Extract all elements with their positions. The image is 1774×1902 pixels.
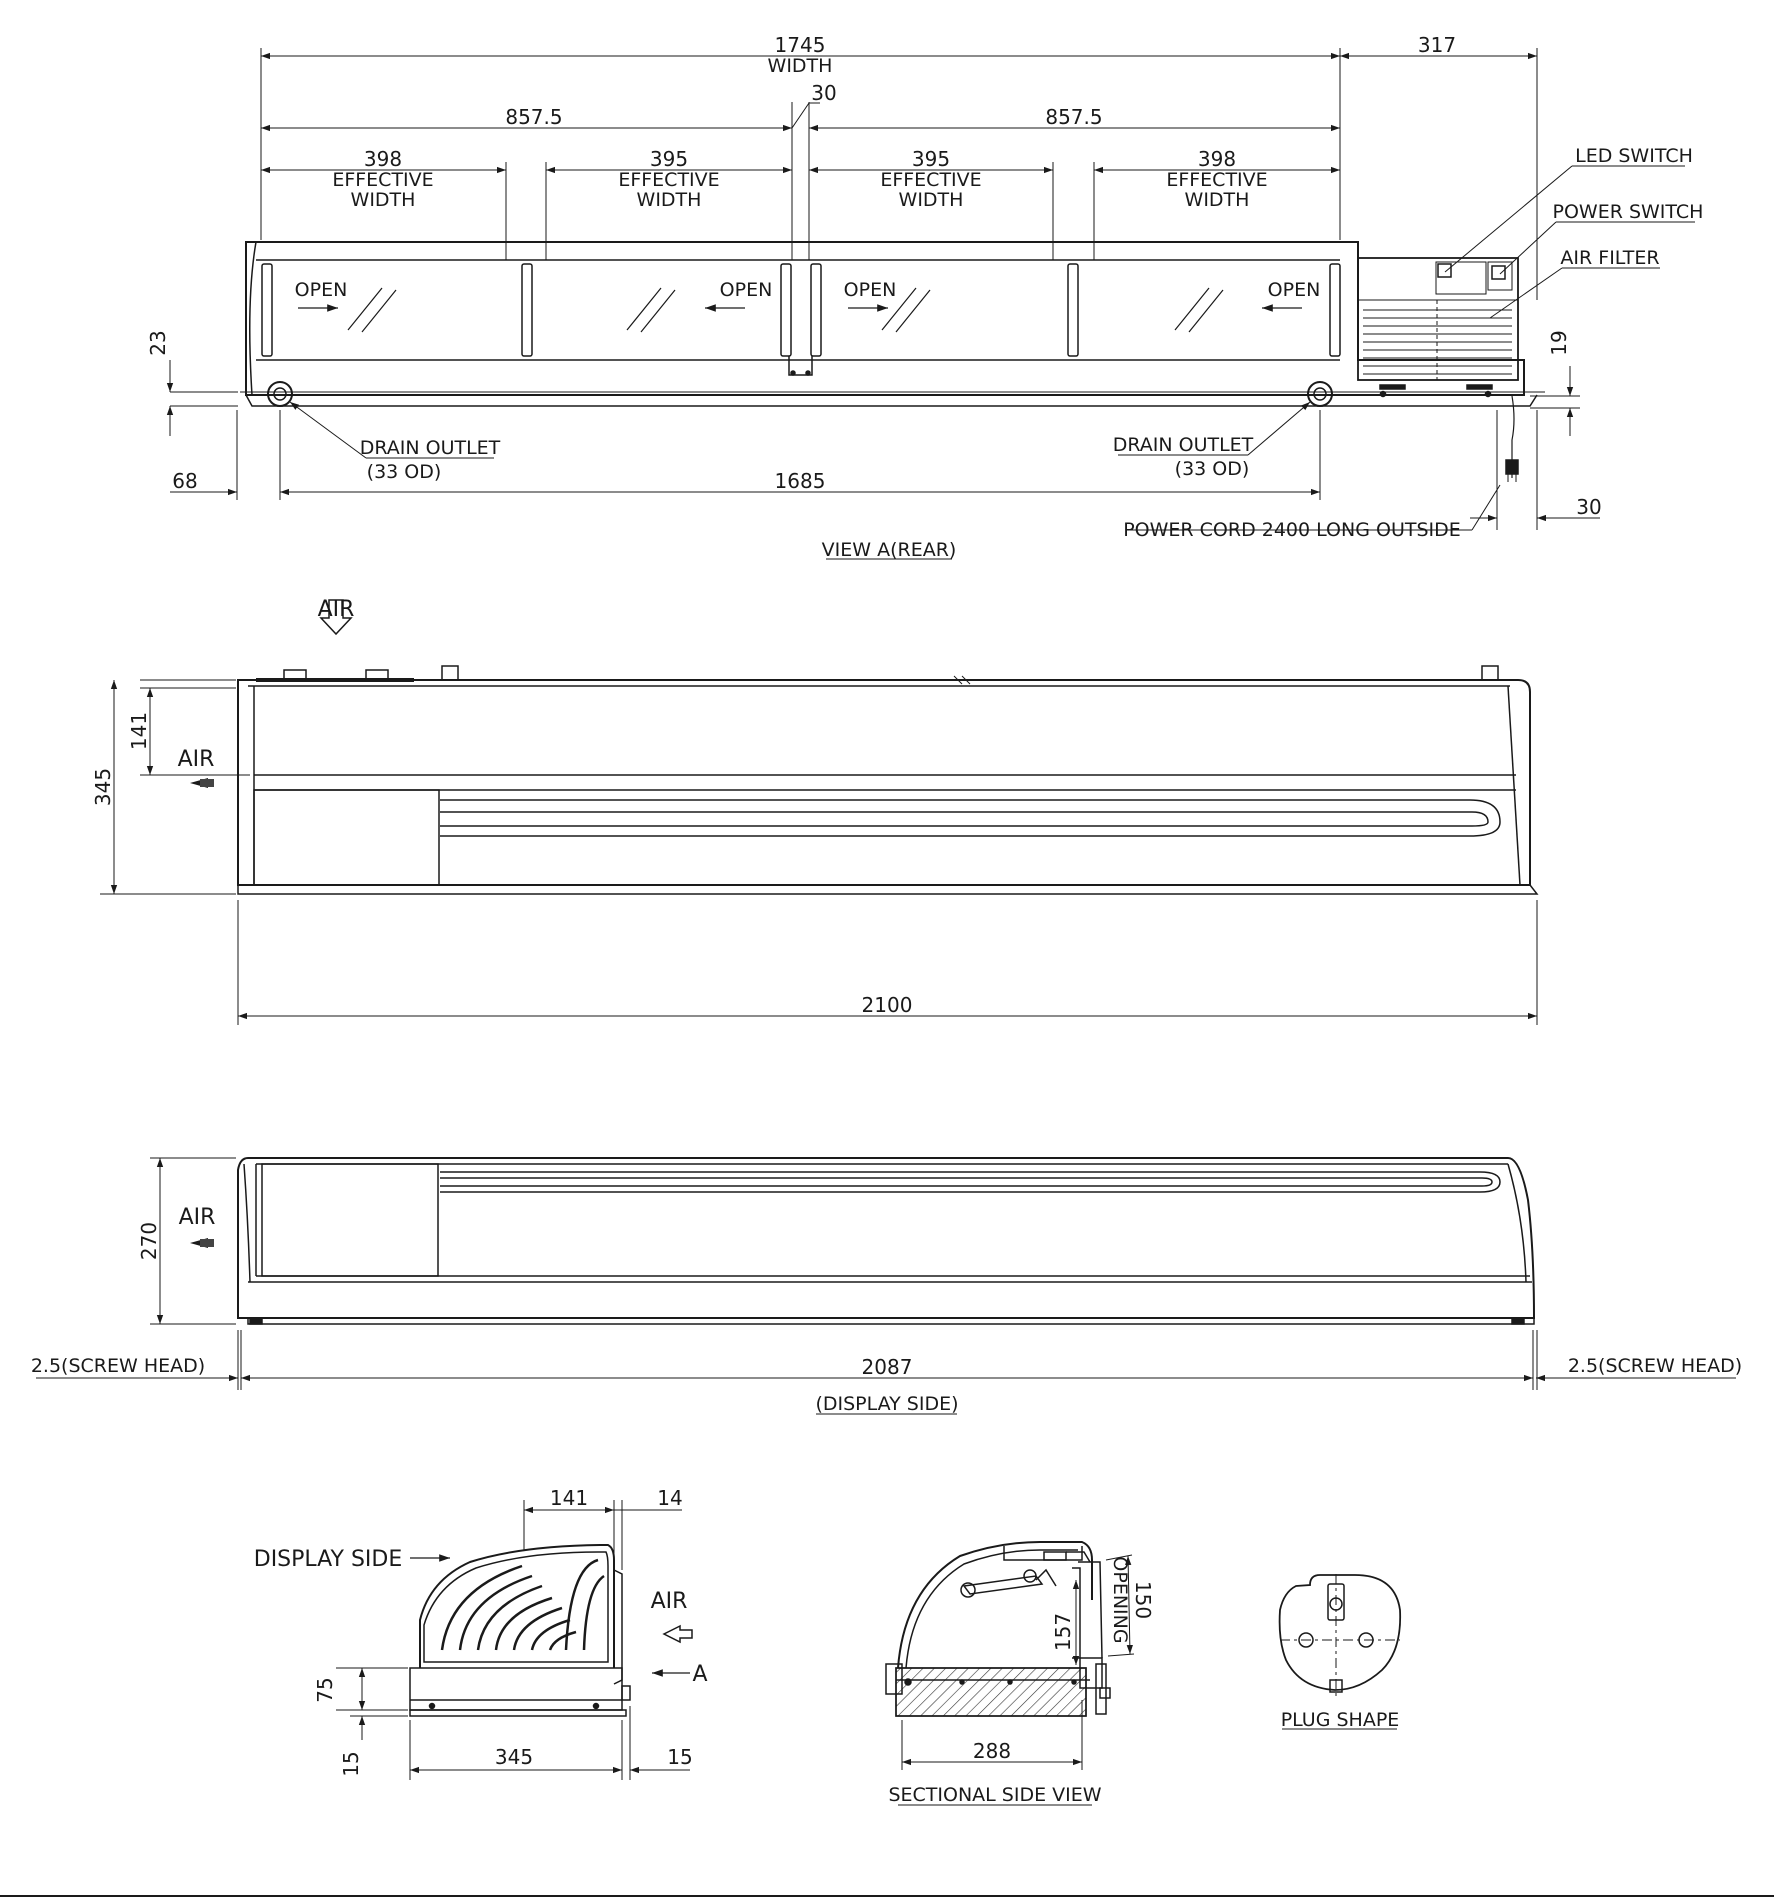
dim-68: 68 (172, 469, 198, 493)
top-view-air-top: AIR (317, 597, 355, 622)
section-dim-150: 150 (1131, 1580, 1155, 1620)
control-box-width: 317 (1417, 33, 1457, 57)
overall-width-value: 1745 (774, 33, 826, 57)
drain-outlet-left-label: DRAIN OUTLET (359, 437, 501, 459)
power-switch-label: POWER SWITCH (1552, 201, 1704, 223)
top-view-air-left: AIR (177, 747, 215, 772)
sectional-view (886, 1542, 1134, 1805)
top-view-overall-length: 2100 (861, 993, 913, 1017)
center-post-width: 30 (811, 81, 837, 105)
open-label-4: OPEN (1267, 279, 1321, 301)
overall-width-label: WIDTH (767, 55, 833, 77)
half-width-right: 857.5 (1045, 105, 1103, 129)
screw-head-right: 2.5(SCREW HEAD) (1567, 1355, 1743, 1377)
display-side-label: DISPLAY SIDE (253, 1547, 403, 1572)
width-label-3: WIDTH (898, 189, 964, 211)
top-view (100, 600, 1537, 1025)
side-dim-141: 141 (549, 1486, 589, 1510)
screw-head-left: 2.5(SCREW HEAD) (30, 1355, 206, 1377)
side-dim-75: 75 (313, 1677, 337, 1703)
side-dim-15-left: 15 (339, 1751, 363, 1777)
front-view-labels (31, 1205, 1742, 1415)
drain-outlet-left-od: (33 OD) (366, 461, 442, 483)
side-dim-15-right: 15 (667, 1745, 693, 1769)
front-view-height: 270 (137, 1221, 161, 1261)
cord-offset: 30 (1576, 495, 1602, 519)
top-view-depth-141: 141 (127, 711, 151, 751)
side-view-labels (254, 1486, 708, 1777)
effective-width-4: 398 (1197, 147, 1237, 171)
side-dim-345: 345 (494, 1745, 534, 1769)
effective-width-3: 395 (911, 147, 951, 171)
section-opening-label: OPENING (1109, 1556, 1131, 1644)
width-label-4: WIDTH (1184, 189, 1250, 211)
drain-outlet-right-od: (33 OD) (1174, 458, 1250, 480)
width-label-1: WIDTH (350, 189, 416, 211)
open-label-2: OPEN (719, 279, 773, 301)
open-label-3: OPEN (843, 279, 897, 301)
effective-label-3: EFFECTIVE (880, 169, 982, 191)
effective-label-1: EFFECTIVE (332, 169, 434, 191)
front-view-air: AIR (178, 1205, 216, 1230)
air-filter-label: AIR FILTER (1560, 247, 1660, 269)
plug-shape-labels (1281, 1709, 1400, 1731)
front-view-length: 2087 (861, 1355, 913, 1379)
plug-shape-title: PLUG SHAPE (1280, 1709, 1400, 1731)
power-cord-label: POWER CORD 2400 LONG OUTSIDE (1123, 519, 1461, 541)
effective-label-4: EFFECTIVE (1166, 169, 1268, 191)
top-view-depth-345: 345 (91, 767, 115, 807)
width-label-2: WIDTH (636, 189, 702, 211)
led-switch-label: LED SWITCH (1575, 145, 1693, 167)
effective-label-2: EFFECTIVE (618, 169, 720, 191)
display-side-title: (DISPLAY SIDE) (815, 1393, 959, 1415)
side-dim-14: 14 (657, 1486, 683, 1510)
half-width-left: 857.5 (505, 105, 563, 129)
drain-outlet-right-label: DRAIN OUTLET (1112, 434, 1254, 456)
top-view-labels (91, 597, 912, 1017)
side-view-air: AIR (650, 1589, 688, 1614)
plug-shape (1280, 1574, 1401, 1729)
section-dim-157: 157 (1051, 1612, 1075, 1652)
sectional-view-title: SECTIONAL SIDE VIEW (888, 1784, 1102, 1806)
section-dim-288: 288 (972, 1739, 1012, 1763)
open-label-1: OPEN (294, 279, 348, 301)
rear-view-title: VIEW A(REAR) (821, 539, 957, 561)
side-view (336, 1500, 692, 1780)
view-a-arrow-label: A (692, 1662, 708, 1687)
dim-23: 23 (146, 330, 170, 356)
dim-19: 19 (1547, 330, 1571, 356)
effective-width-1: 398 (363, 147, 403, 171)
effective-width-2: 395 (649, 147, 689, 171)
drain-spacing: 1685 (774, 469, 826, 493)
